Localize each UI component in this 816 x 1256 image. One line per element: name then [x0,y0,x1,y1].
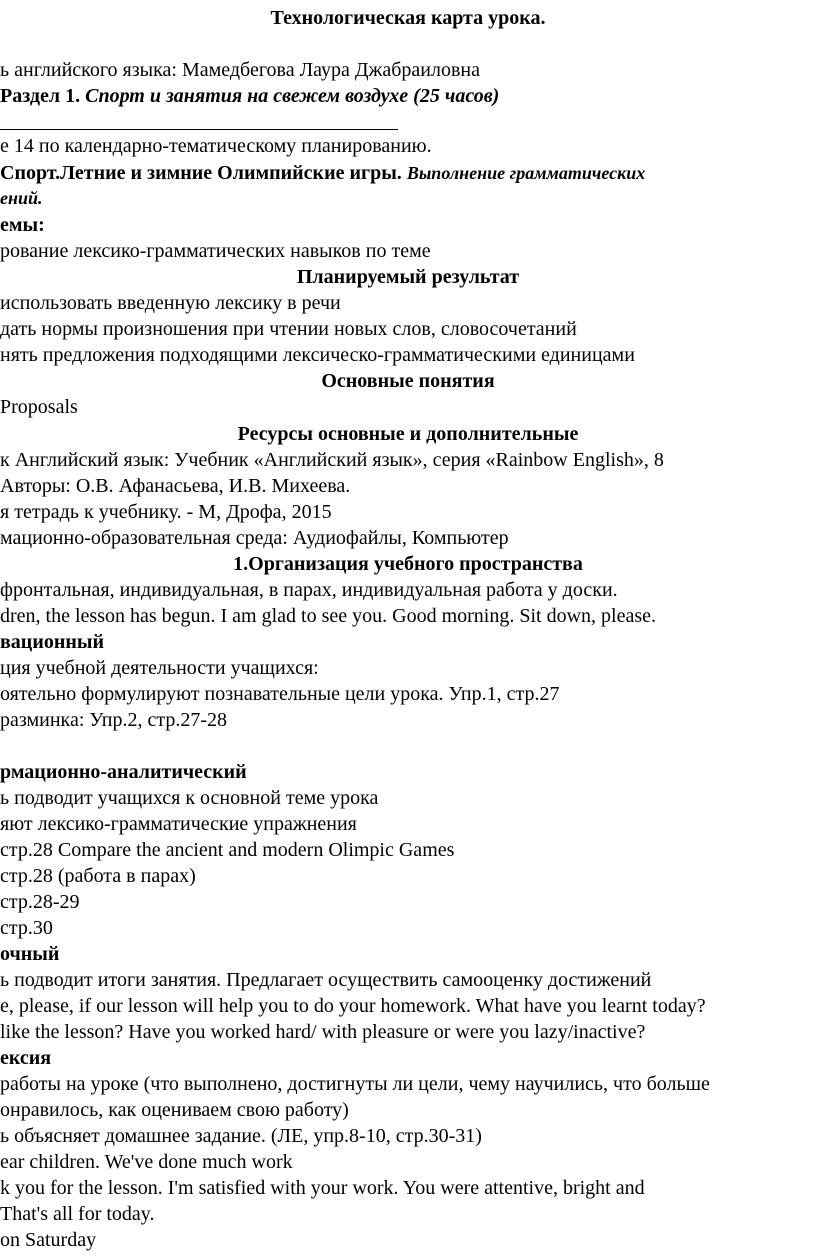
motivation-heading: вационный [0,631,105,653]
section-line [0,83,499,109]
reflection-item: on Saturday [0,1229,97,1251]
topic-line [0,160,645,186]
info-item: стр.30 [0,917,53,939]
resource-item: Авторы: О.В. Афанасьева, И.В. Михеева. [0,475,351,497]
resource-item: мационно-образовательная среда: Аудиофайлы, Компьютер [0,527,509,549]
topic-main: Спорт.Летние и зимние Олимпийские игры. [0,162,407,184]
organization-item: фронтальная, индивидуальная, в парах, индивидуальная работа у доски. [0,579,618,601]
topic-continuation: ений. [0,188,43,208]
info-item: стр.28 (работа в парах) [0,865,196,887]
resources-heading: Ресурсы основные и дополнительные [237,423,579,445]
teacher-line: ь английского языка: Мамедбегова Лаура Джабраиловна [0,59,480,81]
concepts-text: Proposals [0,396,78,418]
section-prefix: Раздел 1. [0,85,86,107]
reflection-item: ear children. We've done much work [0,1151,293,1173]
planned-item: дать нормы произношения при чтении новых слов, словосочетаний [0,318,577,340]
reflection-item: k you for the lesson. I'm satisfied with your work. You were attentive, bright and [0,1177,645,1199]
motivation-item: ция учебной деятельности учащихся: [0,657,319,679]
reflection-item: онравилось, как оцениваем свою работу) [0,1099,349,1121]
resource-item: я тетрадь к учебнику. - М, Дрофа, 2015 [0,501,332,523]
motivation-item: разминка: Упр.2, стр.27-28 [0,709,228,731]
section-name: Спорт и занятия на свежем воздухе (25 часов) [85,85,500,107]
info-item: яют лексико-грамматические упражнения [0,813,357,835]
final-item: like the lesson? Have you worked hard/ with pleasure or were you lazy/inactive? [0,1021,646,1043]
concepts-heading: Основные понятия [321,370,495,392]
lesson-number-line: е 14 по календарно-тематическому планированию. [0,135,432,157]
theme-label: емы: [0,214,45,236]
info-item: ь подводит учащихся к основной теме урока [0,787,379,809]
reflection-item: That's all for today. [0,1203,155,1225]
organization-heading: 1.Организация учебного пространства [233,553,583,575]
reflection-item: ь объясняет домашнее задание. (ЛЕ, упр.8-10, стр.30-31) [0,1125,482,1147]
reflection-item: работы на уроке (что выполнено, достигнуты ли цели, чему научились, что больше [0,1073,710,1095]
resource-item: к Английский язык: Учебник «Английский язык», серия «Rainbow English», 8 [0,449,664,471]
organization-item: dren, the lesson has begun. I am glad to see you. Good morning. Sit down, please. [0,605,656,627]
motivation-item: оятельно формулируют познавательные цели урока. Упр.1, стр.27 [0,683,560,705]
info-item: стр.28 Compare the ancient and modern Olimpic Games [0,839,455,861]
reflection-heading: ексия [0,1047,52,1069]
final-item: е, please, if our lesson will help you to do your homework. What have you learnt today? [0,995,706,1017]
final-item: ь подводит итоги занятия. Предлагает осуществить самооценку достижений [0,969,652,991]
planned-heading: Планируемый результат [296,266,520,288]
planned-item: нять предложения подходящими лексическо-грамматическими единицами [0,344,635,366]
page-title: Технологическая карта урока. [270,7,546,29]
info-heading: рмационно-аналитический [0,761,247,783]
theme-text: рование лексико-грамматических навыков по теме [0,240,431,262]
final-heading: очный [0,943,60,965]
planned-item: использовать введенную лексику в речи [0,292,341,314]
topic-sub: Выполнение грамматических [406,163,646,183]
info-item: стр.28-29 [0,891,80,913]
underline-rule [0,129,398,130]
